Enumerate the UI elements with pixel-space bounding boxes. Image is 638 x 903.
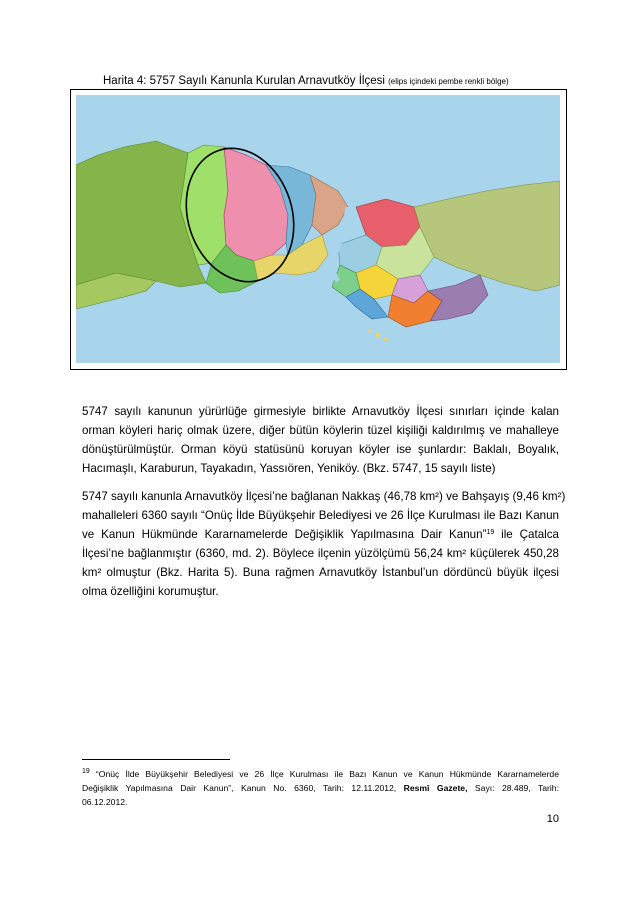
footnote-separator xyxy=(82,759,230,760)
caption-note: (elips içindeki pembe renkli bölge) xyxy=(388,77,509,86)
map-island xyxy=(376,333,381,338)
paragraph-line: Hacımaşlı, Karaburun, Tayakadın, Yassıören, Yeniköy. (Bkz. 5747, 15 sayılı liste) xyxy=(82,462,496,475)
paragraph-text: ile Çatalca xyxy=(494,528,559,541)
paragraph-line: 5747 sayılı kanunla Arnavutköy İlçesi’ne bağlanan Nakkaş (46,78 km²) ve Bahşayış (9,46 km²) xyxy=(82,490,566,503)
page-number: 10 xyxy=(546,813,559,825)
paragraph-line: dönüştürülmüştür. Orman köyü statüsünü koruyan köyler ise şunlardır: Baklalı, Boyalık, xyxy=(82,443,559,456)
paragraph-line: orman köyleri hariç olmak üzere, diğer bütün köylerin tüzel kişiliği kaldırılmış ve mahalleye xyxy=(82,424,559,437)
paragraph-1 xyxy=(82,402,559,478)
footnote-number: 19 xyxy=(82,768,90,775)
paragraph-line: km² olmuştur (Bkz. Harita 5). Buna rağmen Arnavutköy İstanbul’un dördüncü büyük ilçesi xyxy=(82,566,559,579)
map-figure xyxy=(70,89,567,370)
caption-main: Harita 4: 5757 Sayılı Kanunla Kurulan Arnavutköy İlçesi xyxy=(103,75,385,87)
paragraph-line: 5747 sayılı kanunun yürürlüğe girmesiyle birlikte Arnavutköy İlçesi sınırları içinde kalan xyxy=(82,405,559,418)
paragraph-line: mahalleleri 6360 sayılı “Onüç İlde Büyükşehir Belediyesi ve 26 İlçe Kurulması ile Bazı Kanun xyxy=(82,509,559,522)
paragraph-2 xyxy=(82,487,566,601)
footnote xyxy=(82,767,559,809)
paragraph-text: ve Kanun Hükmünde Kararnamelerde Değişiklik Yapılmasına Dair Kanun” xyxy=(82,528,487,541)
footnote-line xyxy=(82,767,559,781)
footnote-bold-text: Resmî Gazete, xyxy=(403,783,468,793)
istanbul-district-map xyxy=(76,95,560,363)
footnote-line xyxy=(82,781,559,795)
paragraph-line: olma özelliğini korumuştur. xyxy=(82,585,219,598)
footnote-text: Değişiklik Yapılmasına Dair Kanun”, Kanun No. 6360, Tarih: 12.11.2012, xyxy=(82,783,404,793)
footnote-text: Sayı: 28.489, Tarih: xyxy=(467,783,559,793)
map-island xyxy=(384,337,388,341)
footnote-line: 06.12.2012. xyxy=(82,797,128,807)
footnote-text: “Onüç İlde Büyükşehir Belediyesi ve 26 İlçe Kurulması ile Bazı Kanun ve Kanun Hükmünde Kararnamelerde xyxy=(89,769,559,779)
map-caption xyxy=(103,75,583,87)
footnote-reference[interactable]: 19 xyxy=(486,529,495,536)
paragraph-line: İlçesi’ne bağlanmıştır (6360, md. 2). Böylece ilçenin yüzölçümü 56,24 km² küçülerek 450,28 xyxy=(82,547,559,560)
map-island xyxy=(368,329,371,332)
paragraph-line xyxy=(82,525,559,544)
